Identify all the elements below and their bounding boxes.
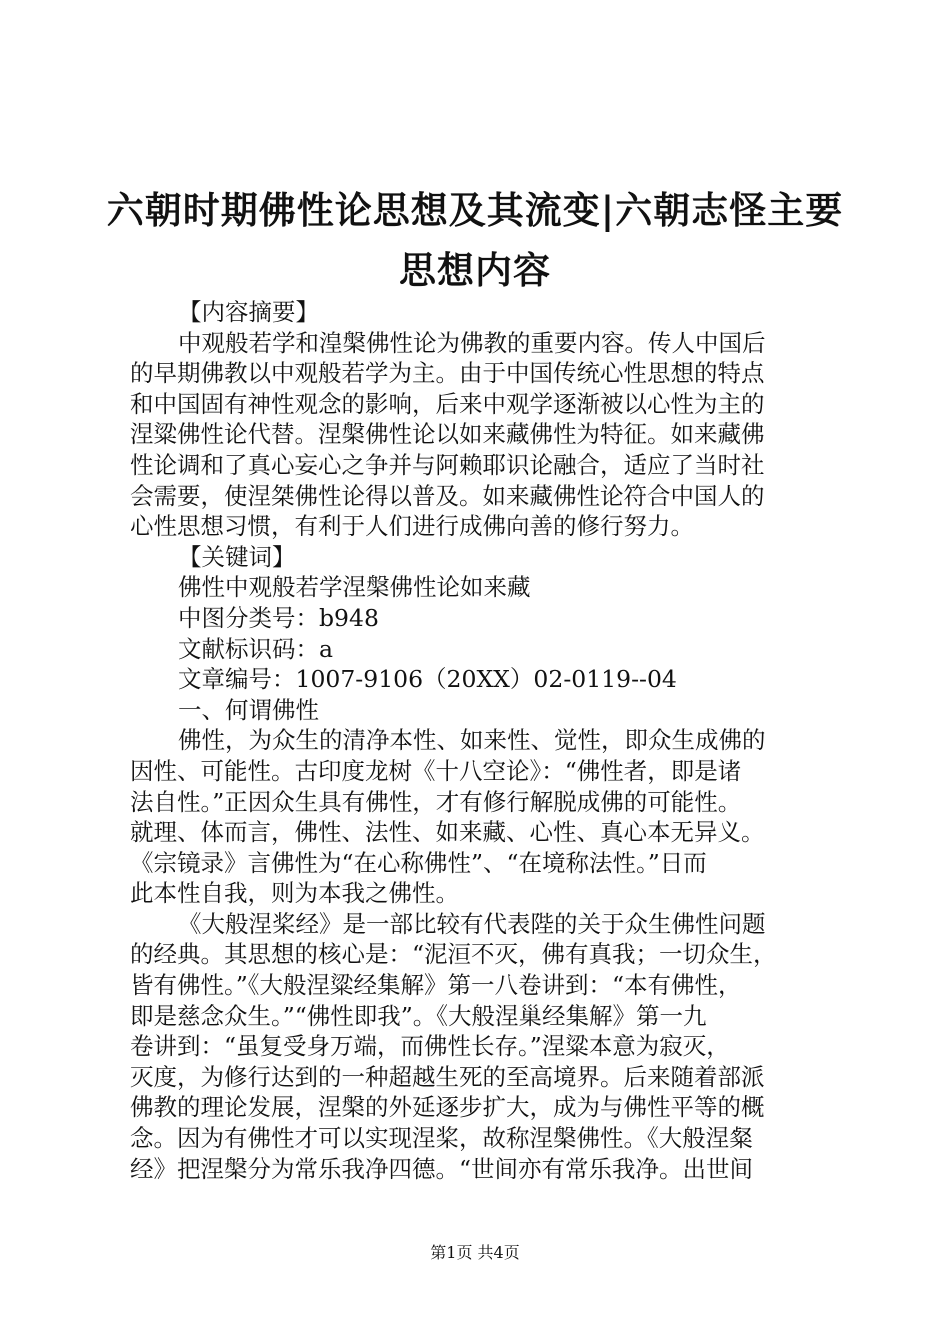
body-line: 佛教的理论发展，涅槃的外延逐步扩大，成为与佛性平等的概	[130, 1093, 765, 1122]
body-line: 法自性。”正因众生具有佛性，才有修行解脱成佛的可能性。	[130, 787, 742, 816]
body-line: 性论调和了真心妄心之争并与阿赖耶识论融合，适应了当时社	[130, 450, 765, 479]
document-body	[130, 297, 830, 1184]
document-title	[100, 180, 850, 300]
section-heading: 一、何谓佛性	[178, 695, 319, 724]
article-number-line: 文章编号：1007-9106（20XX）02-0119--04	[178, 665, 677, 694]
body-line: 《宗镜录》言佛性为“在心称佛性”、“在境称法性。”日而	[130, 848, 707, 877]
body-line: 和中国固有神性观念的影响，后来中观学逐渐被以心性为主的	[130, 389, 765, 418]
body-line: 佛性，为众生的清净本性、如来性、觉性，即众生成佛的	[178, 726, 766, 755]
title-line-1: 六朝时期佛性论思想及其流变|六朝志怪主要	[106, 188, 844, 232]
body-line: 《大般涅桨经》是一部比较有代表陛的关于众生佛性问题	[178, 909, 766, 938]
body-line: 会需要，使涅桀佛性论得以普及。如来藏佛性论符合中国人的	[130, 481, 765, 510]
body-line: 的经典。其思想的核心是：“泥洹不灭，佛有真我；一切众生，	[130, 940, 777, 969]
page-footer: 第1页 共4页	[430, 1243, 520, 1262]
document-code-line: 文献标识码：a	[178, 634, 334, 663]
body-line: 涅粱佛性论代替。涅槃佛性论以如来藏佛性为特征。如来藏佛	[130, 420, 765, 449]
body-line: 皆有佛性。”《大般涅粱经集解》第一八卷讲到：“本有佛性，	[130, 971, 742, 1000]
body-line: 经》把涅槃分为常乐我净四德。“世间亦有常乐我净。出世间	[130, 1154, 754, 1183]
body-line: 的早期佛教以中观般若学为主。由于中国传统心性思想的特点	[130, 359, 765, 388]
body-line: 就理、体而言，佛性、法性、如来藏、心性、真心本无异义。	[130, 818, 765, 847]
body-line: 心性思想习惯，有利于人们进行成佛向善的修行努力。	[130, 512, 694, 541]
abstract-heading: 【内容摘要】	[178, 298, 319, 326]
body-line: 卷讲到：“虽复受身万端，而佛性长存。”涅粱本意为寂灭，	[130, 1032, 730, 1061]
body-line: 中观般若学和湟槃佛性论为佛教的重要内容。传人中国后	[178, 328, 766, 357]
body-line: 灭度，为修行达到的一种超越生死的至高境界。后来随着部派	[130, 1062, 765, 1091]
keywords-heading: 【关键词】	[178, 542, 296, 571]
classification-line: 中图分类号：b948	[178, 603, 379, 632]
title-line-2: 思想内容	[399, 248, 551, 292]
body-line: 因性、可能性。古印度龙树《十八空论》：“佛性者，即是诸	[130, 756, 742, 785]
body-line: 念。因为有佛性才可以实现涅桨，故称涅槃佛性。《大般涅粲	[130, 1124, 753, 1153]
keywords-line: 佛性中观般若学涅槃佛性论如来藏	[178, 573, 531, 602]
body-line: 即是慈念众生。”“佛性即我”。《大般涅巢经集解》第一九	[130, 1001, 707, 1030]
body-line: 此本性自我，则为本我之佛性。	[130, 879, 459, 908]
